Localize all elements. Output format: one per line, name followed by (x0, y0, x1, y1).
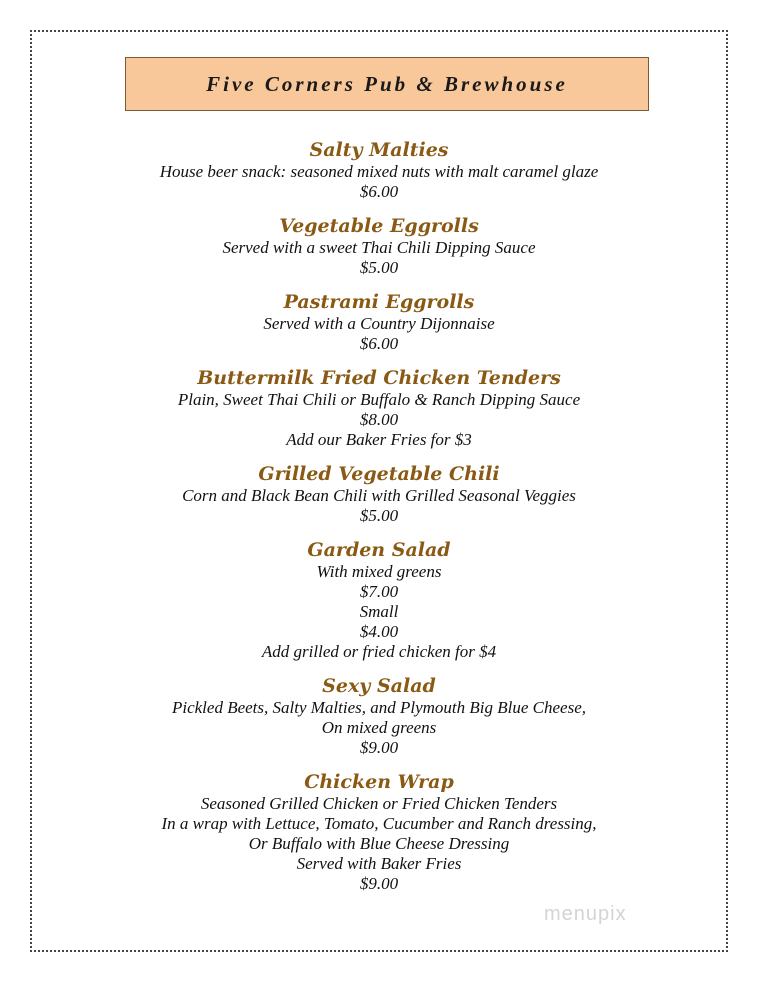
menu-item-name: Garden Salad (307, 539, 451, 561)
menu-item-description: In a wrap with Lettuce, Tomato, Cucumber and Ranch dressing, (161, 814, 597, 833)
menu-item-description: Seasoned Grilled Chicken or Fried Chicken Tenders (200, 794, 558, 813)
menu-item-description: Pickled Beets, Salty Malties, and Plymouth Big Blue Cheese, (171, 698, 587, 717)
menu-item (30, 366, 728, 450)
menu-item-description: Or Buffalo with Blue Cheese Dressing (248, 834, 510, 853)
menu-item-description: Small (359, 602, 399, 621)
menu-item-name: Buttermilk Fried Chicken Tenders (197, 367, 561, 389)
menu-item-description: Corn and Black Bean Chili with Grilled Seasonal Veggies (182, 486, 576, 505)
menu-item-name: Salty Malties (309, 139, 449, 161)
menu-item-price: $7.00 (359, 582, 399, 601)
menu-item-name: Pastrami Eggrolls (283, 291, 475, 313)
menu-item (30, 462, 728, 526)
watermark: menupix (544, 903, 627, 925)
menu-title-box (125, 57, 649, 111)
menu-item-name: Grilled Vegetable Chili (258, 463, 500, 485)
menu-item-name: Vegetable Eggrolls (279, 215, 479, 237)
menu-items (30, 138, 728, 906)
menu-title: Five Corners Pub & Brewhouse (206, 71, 568, 96)
menu-item-price: $6.00 (359, 182, 399, 201)
menu-item (30, 138, 728, 202)
menu-item-description: Served with a sweet Thai Chili Dipping Sauce (222, 238, 536, 257)
menu-item-description: Add our Baker Fries for $3 (286, 430, 472, 449)
menu-item-description: With mixed greens (316, 562, 442, 581)
menu-item (30, 538, 728, 662)
menu-item (30, 770, 728, 894)
menu-item-description: On mixed greens (321, 718, 437, 737)
menu-item-description: Plain, Sweet Thai Chili or Buffalo & Ranch Dipping Sauce (177, 390, 581, 409)
menu-item (30, 674, 728, 758)
menu-item-description: Add grilled or fried chicken for $4 (261, 642, 497, 661)
menu-item (30, 214, 728, 278)
menu-item-description: Served with a Country Dijonnaise (263, 314, 495, 333)
menu-item-price: $4.00 (359, 622, 399, 641)
menu-item-price: $9.00 (359, 738, 399, 757)
menu-item-description: House beer snack: seasoned mixed nuts with malt caramel glaze (159, 162, 599, 181)
menu-item-price: $8.00 (359, 410, 399, 429)
menu-item-price: $5.00 (359, 258, 399, 277)
menu-item-description: Served with Baker Fries (296, 854, 462, 873)
menu-item-price: $6.00 (359, 334, 399, 353)
menu-item-price: $9.00 (359, 874, 399, 893)
menu-item (30, 290, 728, 354)
menu-item-price: $5.00 (359, 506, 399, 525)
menu-item-name: Chicken Wrap (304, 771, 454, 793)
menu-item-name: Sexy Salad (322, 675, 436, 697)
